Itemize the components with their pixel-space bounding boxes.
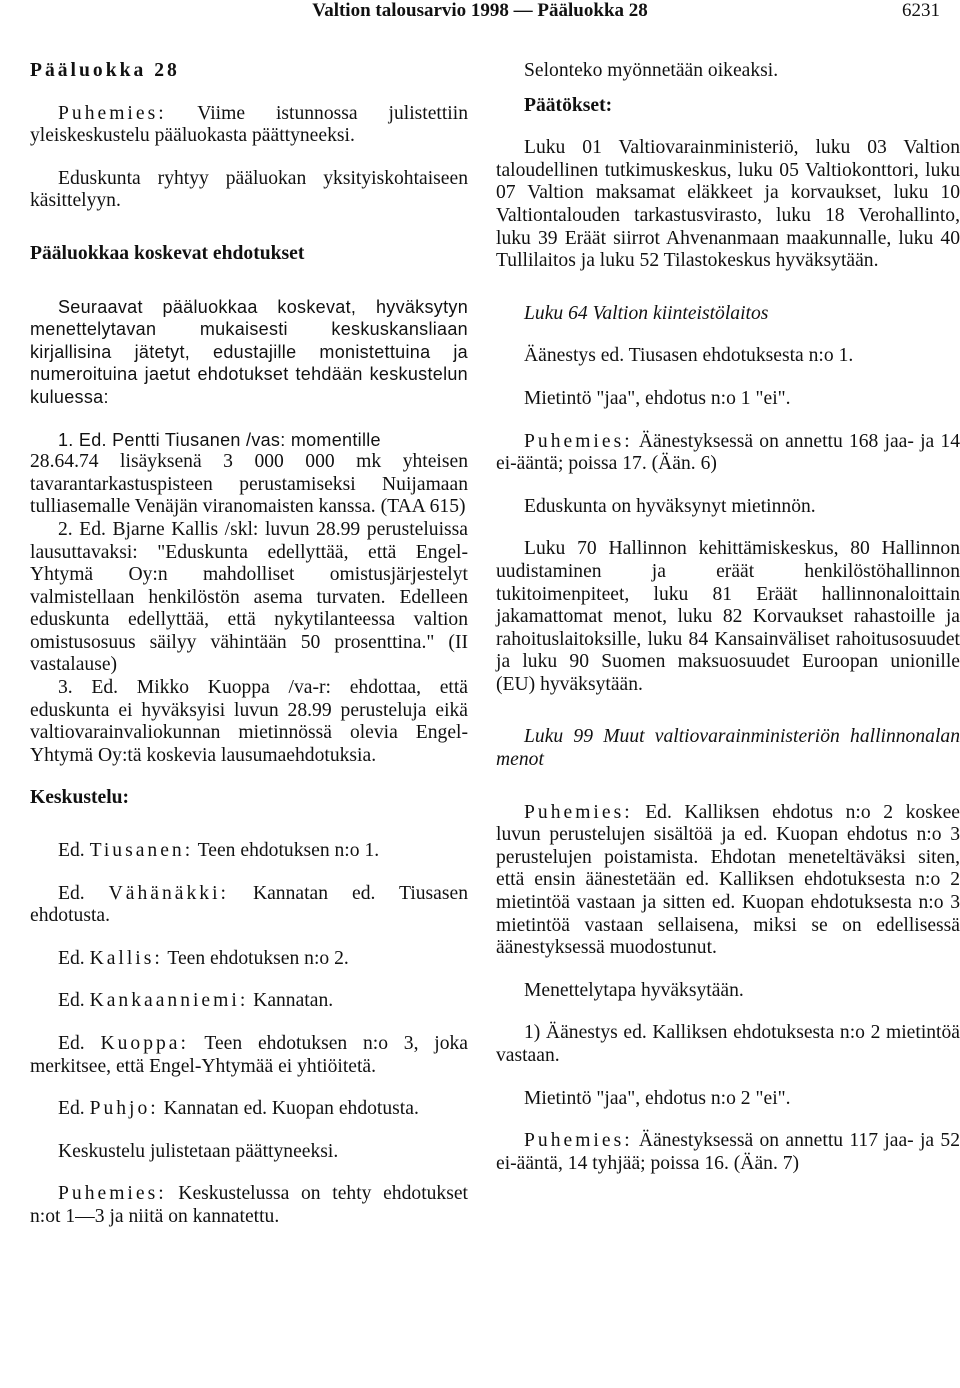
discussion-entry: [30, 840, 468, 863]
ed-prefix: Ed.: [58, 1033, 101, 1054]
speech-text: Teen ehdotuksen n:o 2.: [162, 947, 349, 969]
paragraph-proposals-intro: Seuraavat pääluokkaa koskevat, hyväksytyn menettelytavan mukaisesti keskuskansliaan kirjallisina jätetyt, edustajille monistettuina ja numeroituina jaetut ehdotukset tehdään keskustelun kuluessa:: [30, 296, 468, 407]
left-column: [30, 60, 468, 1229]
speaker-name: Kuoppa:: [100, 1033, 189, 1054]
discussion-entry: [30, 1033, 468, 1078]
vote-options: Mietintö "jaa", ehdotus n:o 1 "ei".: [524, 387, 791, 409]
subheading: Pääluokkaa koskevat ehdotukset: [30, 242, 305, 264]
vote-result: [496, 1130, 960, 1175]
decisions-heading: Päätökset:: [524, 94, 613, 116]
speech-text: Kannatan.: [248, 990, 334, 1012]
discussion-entry: [30, 948, 468, 971]
right-column: [496, 60, 960, 1175]
speaker-name: Puhemies:: [524, 430, 633, 452]
speech-text: Ed. Kalliksen ehdotus n:o 2 koskee luvun perustelujen sisältöä ja ed. Kuopan ehdotus n:o 3 perustelujen poistamista. Ehdotan meneteltäväksi siten, että ensin äänestetään ed. Kalliksen ehdotuksesta n:o 2 mietintöä vastaan ja sitten ed. Kuopan ehdotuksesta n:o 3 mietintöä vastaan sellaisena, miksi se on edellisessä äänestyksessä muodostunut.: [496, 801, 960, 959]
discussion-closed: Keskustelu julistetaan päättyneeksi.: [58, 1140, 339, 1162]
paragraph-speaker-intro: [30, 103, 468, 148]
vote-description: 1) Äänestys ed. Kalliksen ehdotuksesta n:o 2 mietintöä vastaan.: [496, 1022, 960, 1066]
paragraph: Eduskunta ryhtyy pääluokan yksityiskohtaiseen käsittelyyn.: [30, 167, 468, 212]
discussion-entry: [30, 883, 468, 928]
paragraph-speaker-summary: [30, 1183, 468, 1228]
decision-paragraph: Luku 70 Hallinnon kehittämiskeskus, 80 Hallinnon uudistaminen ja eräät henkilöstöhallinnon tukitoimenpiteet, luku 81 Eräät hallinnonaloittain jakamattomat menot, luku 82 Korvaukset rahastoille ja rahoituslaitoksille, luku 84 Kansainväliset rahoitusosuudet ja luku 90 Suomen maksuosuudet Euroopan unionille (EU) hyväksytään.: [496, 538, 960, 695]
chapter-heading: Luku 64 Valtion kiinteistölaitos: [524, 302, 769, 324]
speech-text: Keskustelussa on tehty ehdotukset n:ot 1—3 ja niitä on kannatettu.: [30, 1183, 468, 1227]
speech-text: Kannatan ed. Tiusasen ehdotusta.: [30, 882, 468, 927]
proposal-2: 2. Ed. Bjarne Kallis /skl: luvun 28.99 perusteluissa lausuttavaksi: "Eduskunta edellyttää, että Engel-Yhtymä Oy:n mahdolliset omistusjärjestelyt valmistellaan henkilöstön asema turvaten. Edelleen eduskunta edellyttää, että nykytilanteessa valtion omistusosuus säilyy vähintään 50 prosenttina." (II vastalause): [30, 518, 468, 676]
decision-paragraph: Luku 01 Valtiovarainministeriö, luku 03 Valtion taloudellinen tutkimuskeskus, luku 05 Valtiokonttori, luku 07 Valtion maksamat eläkkeet ja korvaukset, luku 10 Valtiontalouden tarkastusvirasto, luku 18 Verohallinto, luku 39 Eräät siirrot Ahvenanmaan maakunnalle, luku 40 Tullilaitos ja luku 52 Tilastokeskus hyväksytään.: [496, 137, 960, 272]
speaker-name: Kallis:: [89, 947, 163, 969]
speech-text: Teen ehdotuksen n:o 3, joka merkitsee, että Engel-Yhtymää ei yhtiöitetä.: [30, 1033, 469, 1077]
vote-description: Äänestys ed. Tiusasen ehdotuksesta n:o 1.: [524, 345, 854, 367]
paragraph: Eduskunta on hyväksynyt mietinnön.: [524, 495, 816, 517]
ed-prefix: Ed.: [58, 990, 90, 1012]
speaker-name: Puhemies:: [58, 1183, 167, 1205]
paragraph: Selonteko myönnetään oikeaksi.: [524, 60, 779, 81]
speaker-name: Puhemies:: [524, 801, 633, 823]
proposal-1-head: 1. Ed. Pentti Tiusanen /vas: momentille: [58, 429, 381, 450]
page-number: 6231: [902, 0, 940, 21]
speaker-name: Puhemies:: [58, 102, 167, 124]
discussion-entry: [30, 1098, 468, 1121]
speaker-name: Puhjo:: [89, 1098, 159, 1120]
proposal-1-body: 28.64.74 lisäyksenä 3 000 000 mk yhteisen tavarantarkastuspisteen perustamiseksi Nuijamaan tulliasemalle Venäjän viranomaisten kanssa. (TAA 615): [30, 451, 468, 518]
speaker-name: Puhemies:: [524, 1130, 633, 1152]
ed-prefix: Ed.: [58, 840, 90, 862]
speech-text: Äänestyksessä on annettu 168 jaa- ja 14 ei-ääntä; poissa 17. (Ään. 6): [496, 430, 960, 475]
speech-text: Viime istunnossa julistettiin yleiskeskustelu pääluokasta päättyneeksi.: [30, 102, 468, 147]
proposal-3: 3. Ed. Mikko Kuoppa /va-r: ehdottaa, että eduskunta ei hyväksyisi luvun 28.99 perusteluja eikä valtiovarainvaliokunnan mietinnössä olevia Engel-Yhtymä Oy:tä koskevia lausumaehdotuksia.: [30, 677, 468, 766]
speaker-proposal: [496, 802, 960, 960]
speech-text: Äänestyksessä on annettu 117 jaa- ja 52 ei-ääntä, 14 tyhjää; poissa 16. (Ään. 7): [496, 1130, 960, 1174]
speech-text: Teen ehdotuksen n:o 1.: [193, 840, 380, 862]
ed-prefix: Ed.: [58, 947, 90, 969]
discussion-entry: [30, 990, 468, 1013]
paragraph: Menettelytapa hyväksytään.: [524, 979, 744, 1001]
speaker-name: Tiusanen:: [89, 840, 194, 862]
ed-prefix: Ed.: [58, 1098, 90, 1120]
speaker-name: Vähänäkki:: [108, 882, 229, 904]
page-header: [10, 0, 950, 24]
section-heading: Pääluokka 28: [30, 60, 180, 81]
running-title: Valtion talousarvio 1998 — Pääluokka 28: [312, 0, 648, 21]
vote-options: Mietintö "jaa", ehdotus n:o 2 "ei".: [524, 1087, 791, 1109]
discussion-heading: Keskustelu:: [30, 787, 130, 809]
chapter-heading: Luku 99 Muut valtiovarainministeriön hallinnonalan menot: [496, 726, 960, 771]
speaker-name: Kankaanniemi:: [89, 990, 249, 1012]
vote-result: [496, 431, 960, 476]
ed-prefix: Ed.: [58, 882, 109, 904]
speech-text: Kannatan ed. Kuopan ehdotusta.: [158, 1098, 419, 1120]
